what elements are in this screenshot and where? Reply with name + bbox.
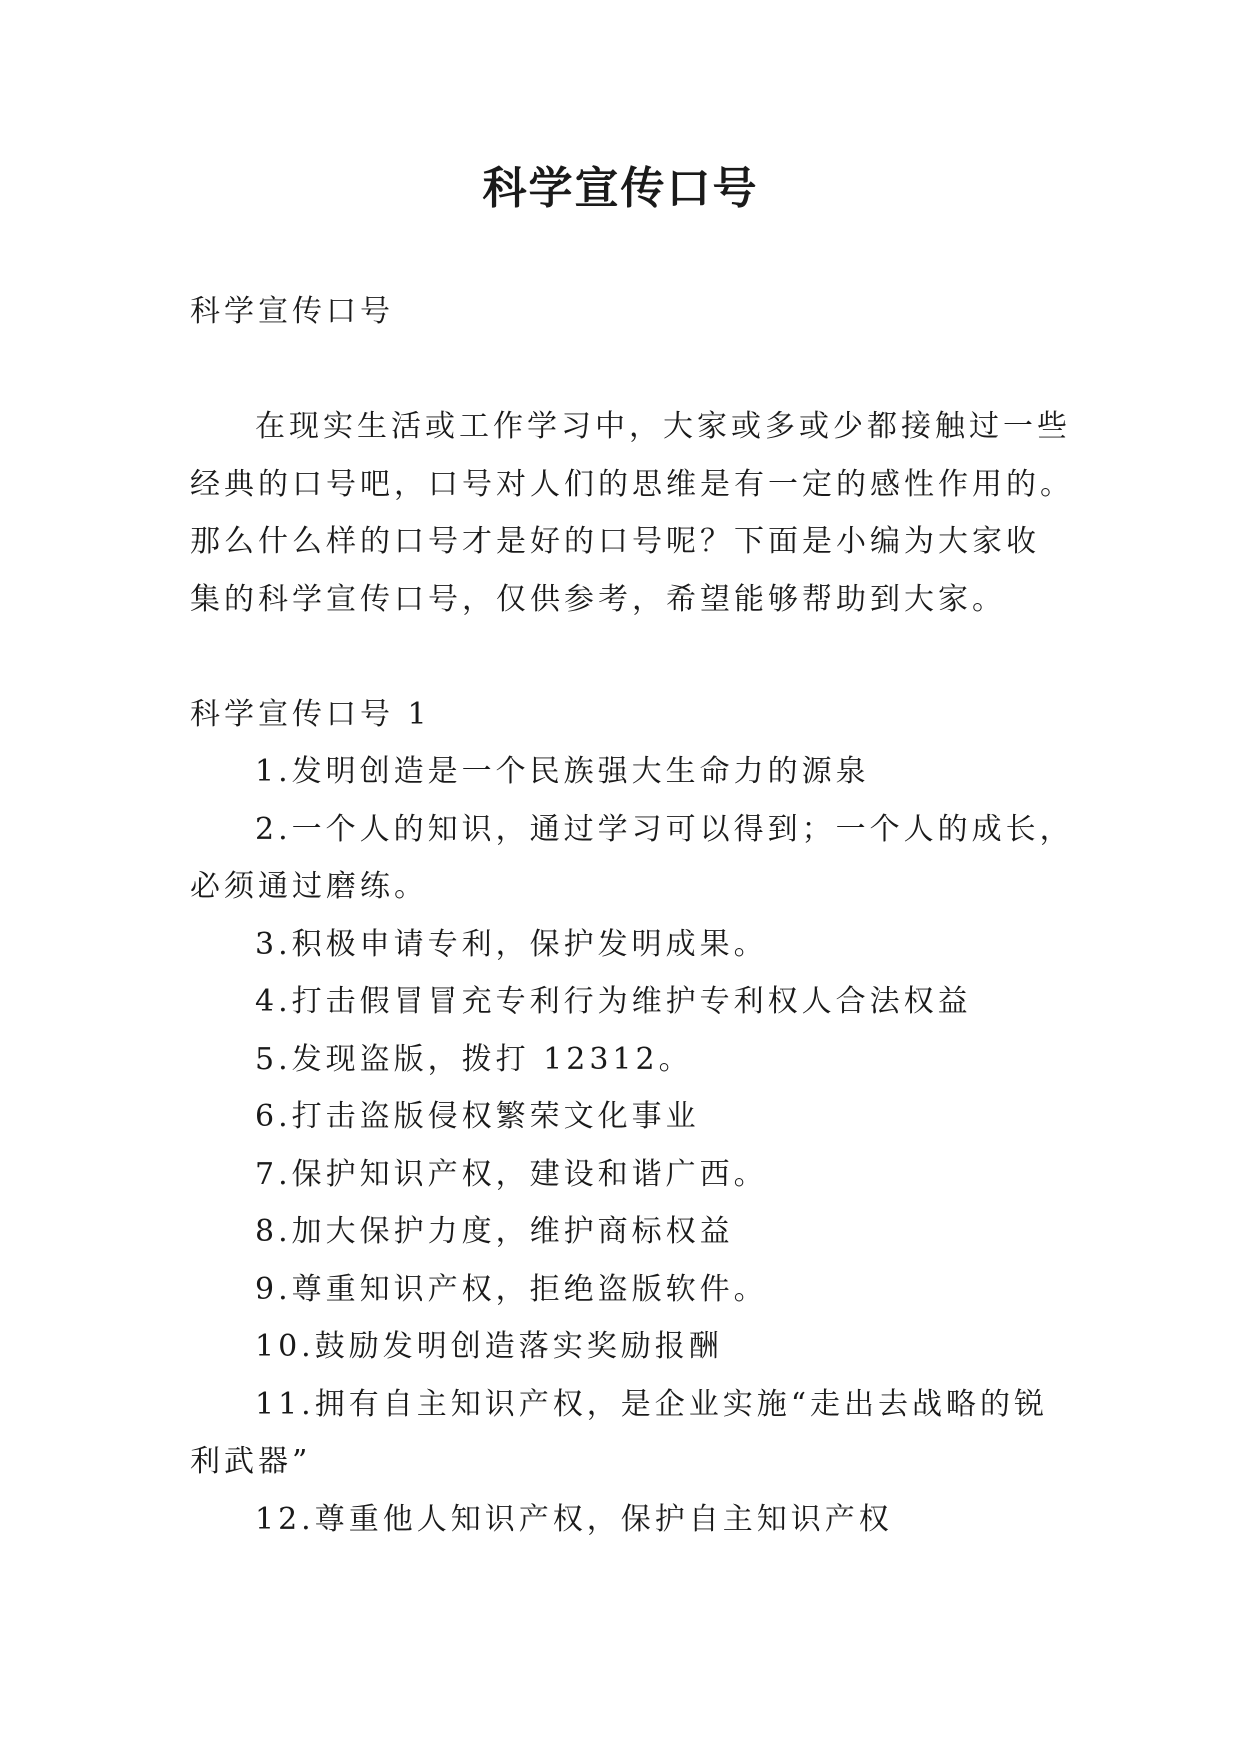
- intro-line-1: 在现实生活或工作学习中，大家或多或少都接触过一些: [255, 409, 1071, 444]
- intro-line-3: 那么什么样的口号才是好的口号呢？下面是小编为大家收: [190, 524, 1040, 559]
- document-subtitle: 科学宣传口号: [190, 294, 394, 329]
- slogan-11-continued: 利武器”: [190, 1444, 312, 1479]
- slogan-5: 5.发现盗版，拨打 12312。: [255, 1042, 693, 1077]
- slogan-2: 2.一个人的知识，通过学习可以得到；一个人的成长，: [255, 812, 1074, 847]
- document-title: 科学宣传口号: [482, 163, 759, 214]
- slogan-6: 6.打击盗版侵权繁荣文化事业: [255, 1099, 700, 1134]
- slogan-10: 10.鼓励发明创造落实奖励报酬: [255, 1329, 723, 1364]
- intro-line-4: 集的科学宣传口号，仅供参考，希望能够帮助到大家。: [190, 582, 1006, 617]
- slogan-7: 7.保护知识产权，建设和谐广西。: [255, 1157, 768, 1192]
- slogan-2-continued: 必须通过磨练。: [190, 869, 428, 904]
- slogan-9: 9.尊重知识产权，拒绝盗版软件。: [255, 1272, 768, 1307]
- slogan-12: 12.尊重他人知识产权，保护自主知识产权: [255, 1502, 893, 1537]
- intro-line-2: 经典的口号吧，口号对人们的思维是有一定的感性作用的。: [190, 467, 1074, 502]
- section-heading: 科学宣传口号 1: [190, 697, 431, 732]
- slogan-1: 1.发明创造是一个民族强大生命力的源泉: [255, 754, 870, 789]
- slogan-3: 3.积极申请专利，保护发明成果。: [255, 927, 768, 962]
- slogan-8: 8.加大保护力度，维护商标权益: [255, 1214, 734, 1249]
- slogan-4: 4.打击假冒冒充专利行为维护专利权人合法权益: [255, 984, 972, 1019]
- slogan-11: 11.拥有自主知识产权，是企业实施“走出去战略的锐: [255, 1387, 1049, 1422]
